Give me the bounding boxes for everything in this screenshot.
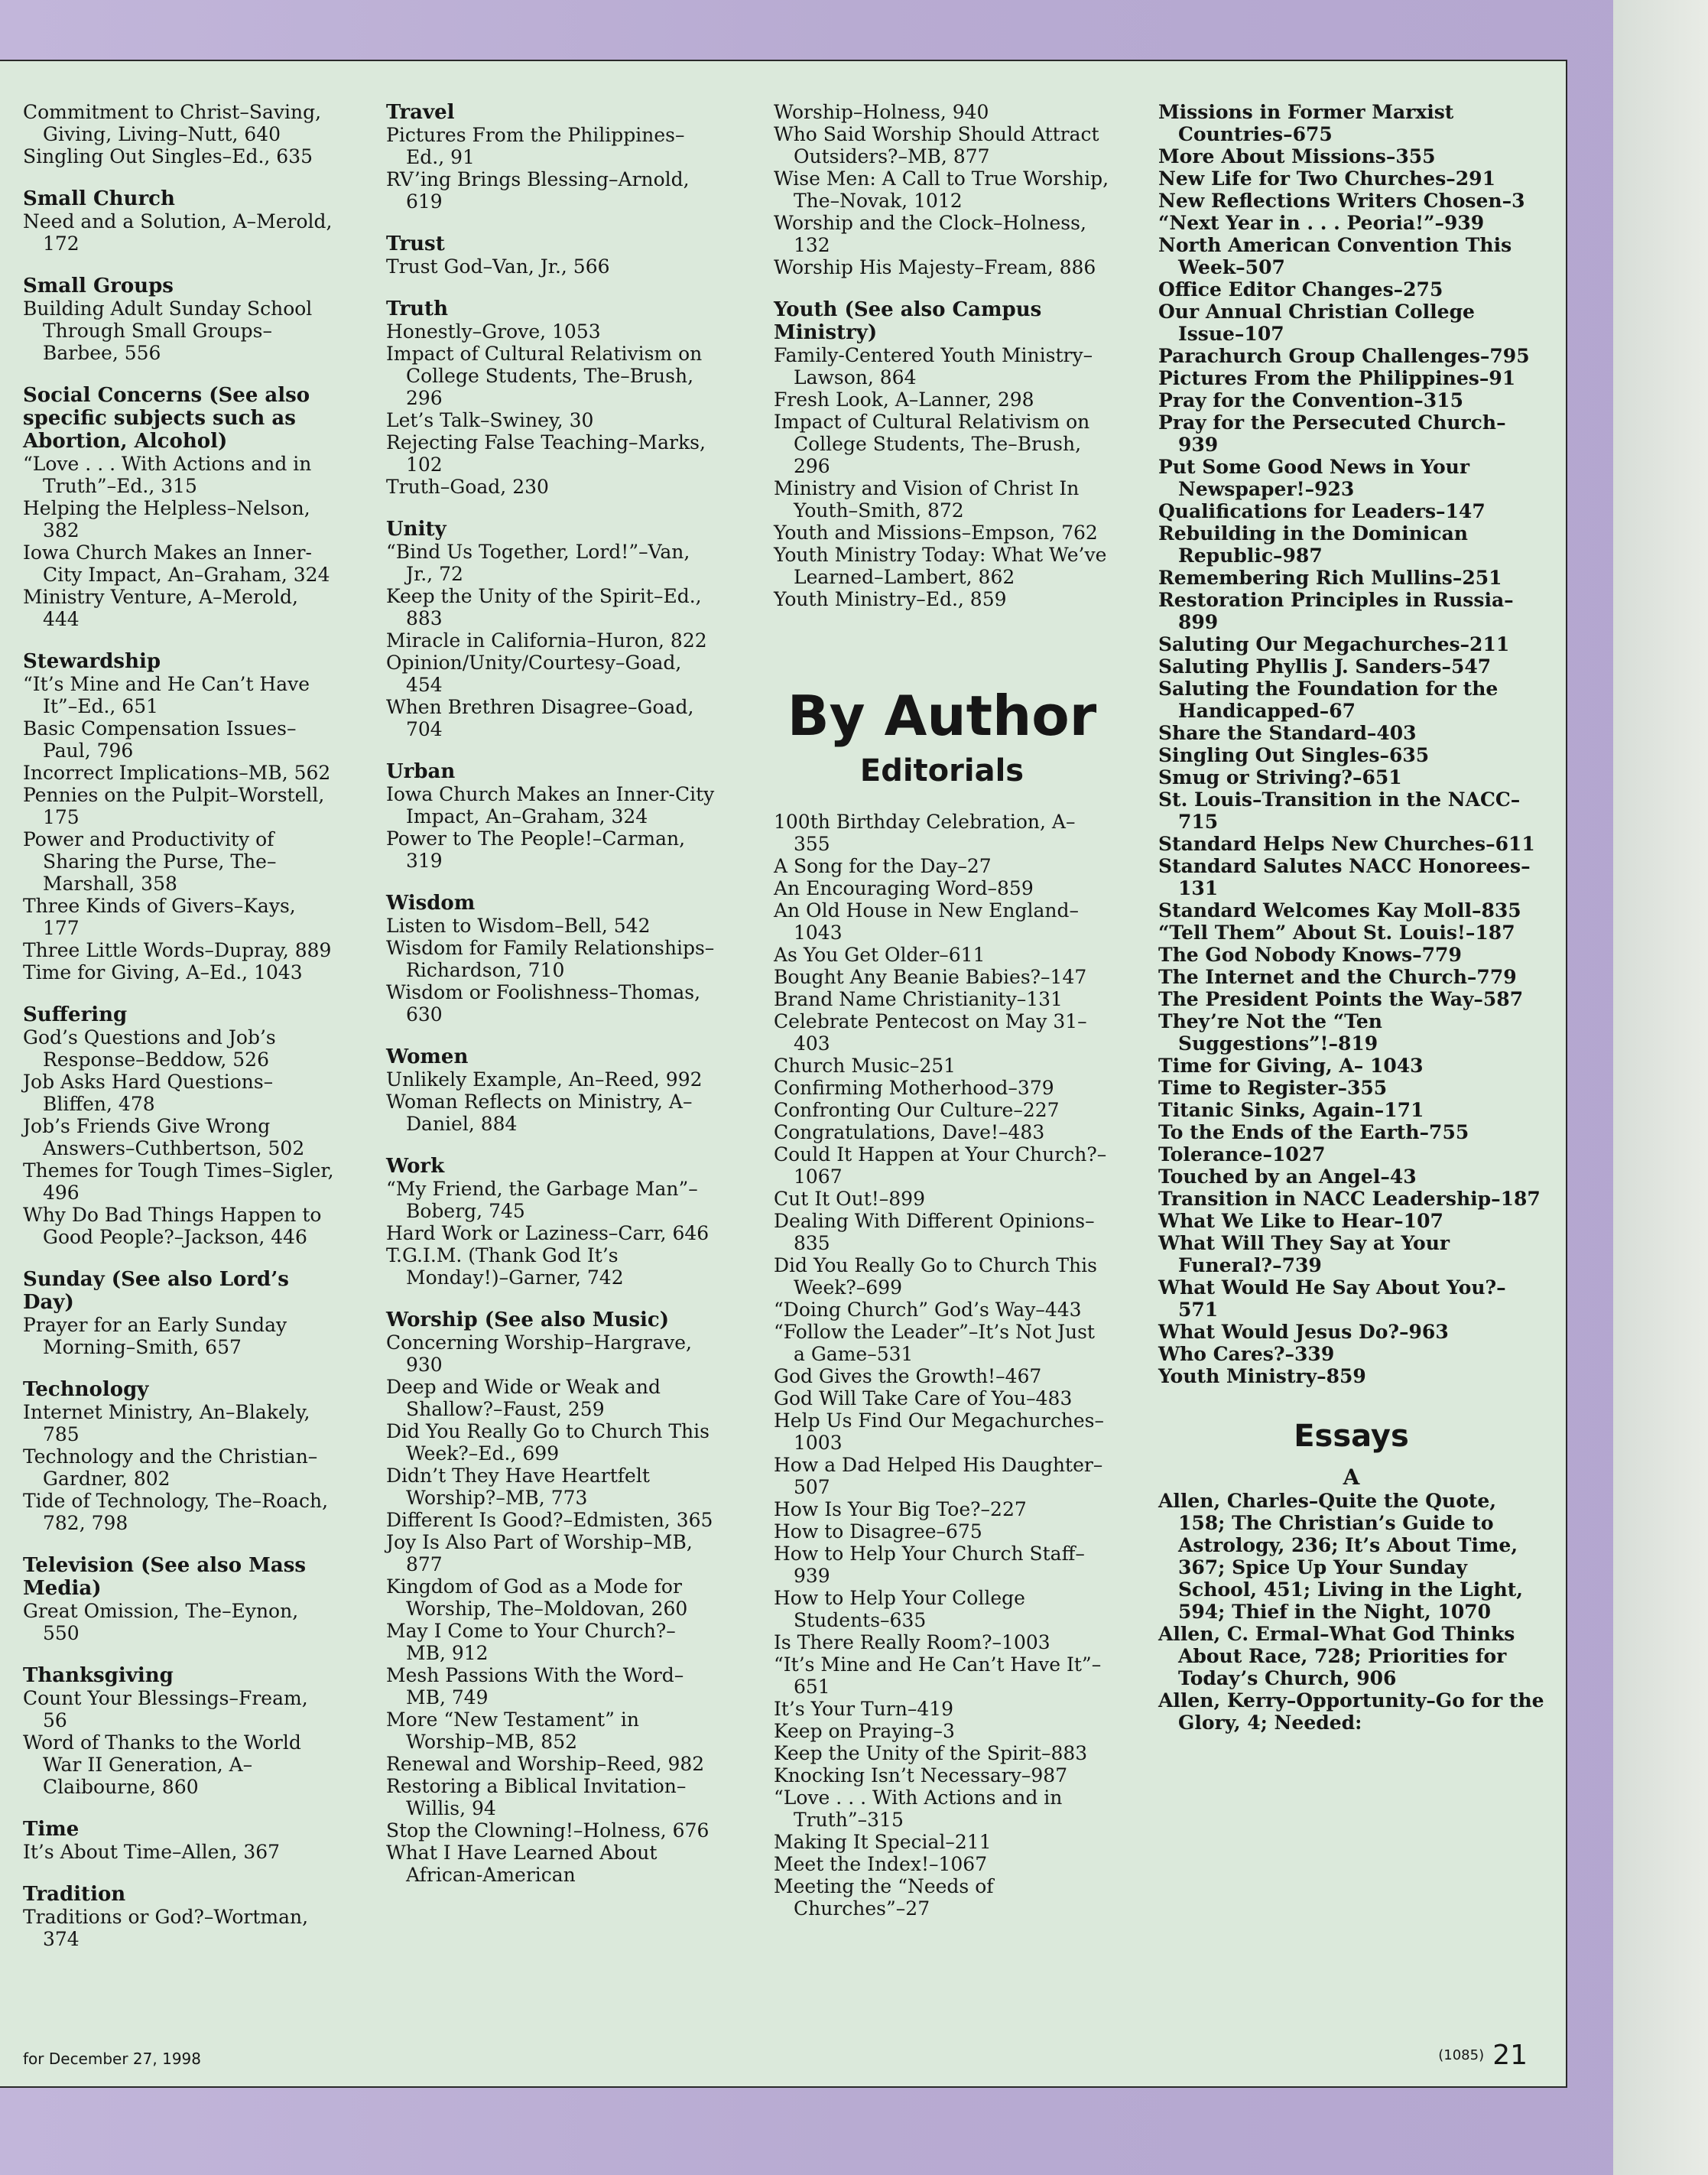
index-section <box>23 1268 336 1358</box>
editorials-list-continued <box>1158 101 1544 1387</box>
index-entry: Time for Giving, A–Ed., 1043 <box>23 961 303 983</box>
index-entry: Transition in NACC Leadership–187 <box>1158 1188 1541 1210</box>
index-entry: Need and a Solution, A–Merold, 172 <box>23 210 333 255</box>
index-section <box>386 892 715 1026</box>
index-section <box>23 384 336 630</box>
by-author-title: By Author <box>787 684 1097 748</box>
index-entry: Pictures From the Philippines–Ed., 91 <box>386 124 685 168</box>
index-section <box>23 1818 336 1863</box>
index-entry: T.G.I.M. (Thank God It’s Monday!)–Garner, 742 <box>386 1244 624 1289</box>
index-entry: How a Dad Helped His Daughter–507 <box>774 1454 1103 1498</box>
index-entry: Standard Salutes NACC Honorees–131 <box>1158 855 1531 899</box>
index-entry: Job Asks Hard Questions–Bliffen, 478 <box>23 1071 274 1115</box>
index-entry: How to Help Your College Students–635 <box>774 1587 1025 1631</box>
index-entry: “Follow the Leader”–It’s Not Just a Game–531 <box>774 1321 1095 1365</box>
index-section <box>386 518 715 740</box>
index-entry: Power to The People!–Carman, 319 <box>386 827 686 872</box>
index-entry: Saluting Phyllis J. Sanders–547 <box>1158 655 1492 678</box>
section-heading: Wisdom <box>386 892 476 915</box>
index-section <box>23 1664 336 1798</box>
index-entry: North American Convention This Week–507 <box>1158 234 1512 278</box>
section-heading: Truth <box>386 297 448 320</box>
index-entry: 100th Birthday Celebration, A–355 <box>774 811 1076 855</box>
index-section <box>386 1045 715 1135</box>
adjacent-page-edge <box>1613 0 1708 2175</box>
index-entry: Count Your Blessings–Fream, 56 <box>23 1687 308 1731</box>
section-heading: Stewardship <box>23 650 161 673</box>
index-entry: Rejecting False Teaching–Marks, 102 <box>386 431 706 476</box>
index-entry: Put Some Good News in Your Newspaper!–923 <box>1158 456 1470 500</box>
index-entry: Concerning Worship–Hargrave, 930 <box>386 1331 692 1376</box>
index-entry: Restoring a Biblical Invitation–Willis, 94 <box>386 1775 687 1819</box>
section-heading: Unity <box>386 518 446 541</box>
index-entry: Hard Work or Laziness–Carr, 646 <box>386 1222 710 1244</box>
index-entry: Tide of Technology, The–Roach, 782, 798 <box>23 1490 329 1534</box>
index-entry: Unlikely Example, An–Reed, 992 <box>386 1068 703 1091</box>
index-entry: Prayer for an Early Sunday Morning–Smith, 657 <box>23 1314 287 1358</box>
index-entry: Job’s Friends Give Wrong Answers–Cuthbertson, 502 <box>23 1115 305 1159</box>
index-entry: Congratulations, Dave!–483 <box>774 1121 1045 1143</box>
index-entry: Who Cares?–339 <box>1158 1343 1335 1365</box>
index-entry: Ministry Venture, A–Merold, 444 <box>23 586 298 630</box>
index-entry: Internet Ministry, An–Blakely, 785 <box>23 1401 310 1445</box>
index-entry: Keep on Praying–3 <box>774 1720 955 1742</box>
index-entry: Wisdom for Family Relationships–Richardson, 710 <box>386 937 715 981</box>
index-entry: New Reflections Writers Chosen–3 <box>1158 190 1525 212</box>
page-number: 21 <box>1492 2040 1528 2071</box>
index-entry: An Encouraging Word–859 <box>774 877 1034 899</box>
index-entry: The God Nobody Knows–779 <box>1158 944 1462 966</box>
index-entry: Commitment to Christ–Saving, Giving, Living–Nutt, 640 <box>23 101 322 145</box>
index-entry: Is There Really Room?–1003 <box>774 1631 1050 1653</box>
issue-date: for December 27, 1998 <box>23 2050 201 2068</box>
index-entry: Did You Really Go to Church This Week?–Ed., 699 <box>386 1420 710 1465</box>
index-section <box>386 232 715 278</box>
index-entry: Brand Name Christianity–131 <box>774 988 1063 1010</box>
index-entry: Great Omission, The–Eynon, 550 <box>23 1600 299 1644</box>
index-section <box>774 101 1110 278</box>
index-entry: Truth–Goad, 230 <box>386 476 549 498</box>
index-entry: “Love . . . With Actions and in Truth”–315 <box>774 1786 1063 1831</box>
index-entry: St. Louis–Transition in the NACC–715 <box>1158 788 1521 833</box>
index-section <box>386 760 715 872</box>
column-3 <box>774 101 1110 1920</box>
index-entry: Impact of Cultural Relativism on College Students, The–Brush, 296 <box>774 411 1090 477</box>
essays-letter-heading: A <box>1343 1465 1360 1490</box>
index-entry: Singling Out Singles–Ed., 635 <box>23 145 313 167</box>
index-entry: Honestly–Grove, 1053 <box>386 320 601 343</box>
column-3-topics <box>774 101 1110 610</box>
index-entry: As You Get Older–611 <box>774 944 986 966</box>
index-entry: Qualifications for Leaders–147 <box>1158 500 1486 522</box>
section-heading: Suffering <box>23 1003 128 1026</box>
index-entry: Church Music–251 <box>774 1055 956 1077</box>
index-entry: What I Have Learned About African-American <box>386 1842 658 1886</box>
index-section <box>386 1309 715 1886</box>
index-entry: Standard Welcomes Kay Moll–835 <box>1158 899 1521 922</box>
index-entry: Kingdom of God as a Mode for Worship, The–Moldovan, 260 <box>386 1575 688 1620</box>
index-entry: Standard Helps New Churches–611 <box>1158 833 1535 855</box>
index-entry: Ministry and Vision of Christ In Youth–Smith, 872 <box>774 477 1080 522</box>
section-heading: Trust <box>386 232 445 255</box>
index-entry: New Life for Two Churches–291 <box>1158 167 1495 190</box>
index-entry: How to Disagree–675 <box>774 1520 982 1543</box>
index-entry: “Tell Them” About St. Louis!–187 <box>1158 922 1515 944</box>
index-section <box>23 275 336 364</box>
index-entry: Pictures From the Philippines–91 <box>1158 367 1516 389</box>
index-entry: Worship His Majesty–Fream, 886 <box>774 256 1096 278</box>
section-heading: Technology <box>23 1378 149 1401</box>
section-heading: Youth (See also Campus Ministry) <box>774 298 1042 344</box>
index-entry: “It’s Mine and He Can’t Have It”–651 <box>774 1653 1102 1698</box>
section-heading: Social Concerns (See also specific subjects such as Abortion, Alcohol) <box>23 384 310 453</box>
index-entry: A Song for the Day–27 <box>774 855 992 877</box>
index-entry: Renewal and Worship–Reed, 982 <box>386 1753 705 1775</box>
index-entry: Making It Special–211 <box>774 1831 992 1853</box>
index-entry: An Old House in New England–1043 <box>774 899 1079 944</box>
index-entry: Technology and the Christian–Gardner, 802 <box>23 1445 318 1490</box>
index-entry: Impact of Cultural Relativism on College Students, The–Brush, 296 <box>386 343 703 409</box>
index-entry: Tolerance–1027 <box>1158 1143 1326 1166</box>
index-entry: Youth Ministry–859 <box>1158 1365 1366 1387</box>
index-entry: Building Adult Sunday School Through Small Groups–Barbee, 556 <box>23 297 313 364</box>
index-entry: Different Is Good?–Edmisten, 365 <box>386 1509 713 1531</box>
index-entry: “Bind Us Together, Lord!”–Van, Jr., 72 <box>386 541 690 585</box>
index-entry: Meet the Index!–1067 <box>774 1853 988 1875</box>
index-entry: Joy Is Also Part of Worship–MB, 877 <box>386 1531 693 1575</box>
column-2 <box>386 101 715 1906</box>
index-entry: Celebrate Pentecost on May 31–403 <box>774 1010 1087 1055</box>
index-entry: Dealing With Different Opinions–835 <box>774 1210 1095 1254</box>
index-entry: More About Missions–355 <box>1158 145 1436 167</box>
index-section <box>774 298 1110 610</box>
index-section <box>386 101 715 213</box>
index-entry: Woman Reflects on Ministry, A–Daniel, 884 <box>386 1091 693 1135</box>
index-entry: Did You Really Go to Church This Week?–699 <box>774 1254 1097 1299</box>
index-entry: Word of Thanks to the World War II Generation, A–Claibourne, 860 <box>23 1731 301 1798</box>
index-entry: It’s About Time–Allen, 367 <box>23 1841 281 1863</box>
index-entry: Allen, Charles–Quite the Quote, 158; The Christian’s Guide to Astrology, 236; It’s About Time, 367; Spice Up Your Sunday School, 451; Living in the Light, 594; Thief in the Night, 1070 <box>1158 1490 1523 1623</box>
index-section <box>23 1554 336 1644</box>
index-entry: May I Come to Your Church?–MB, 912 <box>386 1620 676 1664</box>
index-entry: God Gives the Growth!–467 <box>774 1365 1042 1387</box>
index-entry: Singling Out Singles–635 <box>1158 744 1430 766</box>
section-heading: Thanksgiving <box>23 1664 174 1687</box>
index-entry: Youth Ministry–Ed., 859 <box>774 588 1007 610</box>
index-entry: Opinion/Unity/Courtesy–Goad, 454 <box>386 652 682 696</box>
page-number-block <box>1438 2040 1528 2071</box>
index-entry: Keep the Unity of the Spirit–883 <box>774 1742 1088 1764</box>
index-entry: Listen to Wisdom–Bell, 542 <box>386 915 651 937</box>
index-entry: Incorrect Implications–MB, 562 <box>23 762 331 784</box>
index-entry: Keep the Unity of the Spirit–Ed., 883 <box>386 585 702 629</box>
index-entry: Parachurch Group Challenges–795 <box>1158 345 1530 367</box>
column-1 <box>23 101 336 1970</box>
index-entry: Wisdom or Foolishness–Thomas, 630 <box>386 981 701 1026</box>
index-entry: Let’s Talk–Swiney, 30 <box>386 409 594 431</box>
column-4 <box>1158 101 1544 1734</box>
section-heading: Worship (See also Music) <box>386 1309 670 1331</box>
section-heading: Small Groups <box>23 275 174 297</box>
index-entry: Office Editor Changes–275 <box>1158 278 1443 301</box>
index-entry: They’re Not the “Ten Suggestions”!–819 <box>1158 1010 1382 1055</box>
section-heading: Tradition <box>23 1883 126 1906</box>
index-entry: Deep and Wide or Weak and Shallow?–Faust, 259 <box>386 1376 661 1420</box>
index-entry: Basic Compensation Issues–Paul, 796 <box>23 717 297 762</box>
index-section <box>386 297 715 498</box>
index-entry: Saluting Our Megachurches–211 <box>1158 633 1510 655</box>
index-entry: “Next Year in . . . Peoria!”–939 <box>1158 212 1485 234</box>
index-entry: “It’s Mine and He Can’t Have It”–Ed., 651 <box>23 673 310 717</box>
index-entry: Allen, Kerry–Opportunity–Go for the Glory, 4; Needed: <box>1158 1689 1544 1734</box>
index-entry: Themes for Tough Times–Sigler, 496 <box>23 1159 334 1204</box>
index-entry: Three Little Words–Dupray, 889 <box>23 939 332 961</box>
index-entry: How to Help Your Church Staff–939 <box>774 1543 1085 1587</box>
index-section <box>23 650 336 983</box>
index-entry: To the Ends of the Earth–755 <box>1158 1121 1469 1143</box>
index-entry: Power and Productivity of Sharing the Purse, The–Marshall, 358 <box>23 828 277 895</box>
index-entry: How Is Your Big Toe?–227 <box>774 1498 1027 1520</box>
index-entry: Share the Standard–403 <box>1158 722 1417 744</box>
index-entry: Worship and the Clock–Holness, 132 <box>774 212 1086 256</box>
index-entry: Time to Register–355 <box>1158 1077 1388 1099</box>
index-entry: What We Like to Hear–107 <box>1158 1210 1443 1232</box>
cumulative-page-code: (1085) <box>1438 2047 1485 2063</box>
index-entry: Youth Ministry Today: What We’ve Learned–Lambert, 862 <box>774 544 1107 588</box>
index-entry: Missions in Former Marxist Countries–675 <box>1158 101 1454 145</box>
section-heading: Work <box>386 1155 445 1178</box>
index-entry: Family-Centered Youth Ministry–Lawson, 864 <box>774 344 1093 389</box>
section-heading: Sunday (See also Lord’s Day) <box>23 1268 289 1314</box>
index-entry: God Will Take Care of You–483 <box>774 1387 1073 1409</box>
index-entry: Iowa Church Makes an Inner-City Impact, An–Graham, 324 <box>23 541 330 586</box>
index-entry: Iowa Church Makes an Inner-City Impact, An–Graham, 324 <box>386 783 715 827</box>
index-entry: The President Points the Way–587 <box>1158 988 1524 1010</box>
section-heading: Travel <box>386 101 455 124</box>
index-entry: Bought Any Beanie Babies?–147 <box>774 966 1087 988</box>
index-entry: Wise Men: A Call to True Worship, The–Novak, 1012 <box>774 167 1109 212</box>
index-entry: Help Us Find Our Megachurches–1003 <box>774 1409 1104 1454</box>
index-entry: RV’ing Brings Blessing–Arnold, 619 <box>386 168 690 213</box>
index-entry: Miracle in California–Huron, 822 <box>386 629 707 652</box>
index-entry: What Will They Say at Your Funeral?–739 <box>1158 1232 1450 1276</box>
index-entry: Meeting the “Needs of Churches”–27 <box>774 1875 994 1920</box>
index-entry: “Love . . . With Actions and in Truth”–Ed., 315 <box>23 453 312 497</box>
index-entry: Restoration Principles in Russia–899 <box>1158 589 1514 633</box>
index-entry: The Internet and the Church–779 <box>1158 966 1517 988</box>
index-entry: Who Said Worship Should Attract Outsiders?–MB, 877 <box>774 123 1099 167</box>
index-entry: “Doing Church” God’s Way–443 <box>774 1299 1082 1321</box>
section-heading: Time <box>23 1818 80 1841</box>
index-entry: Titanic Sinks, Again–171 <box>1158 1099 1424 1121</box>
index-entry: Time for Giving, A– 1043 <box>1158 1055 1424 1077</box>
index-entry: Allen, C. Ermal–What God Thinks About Race, 728; Priorities for Today’s Church, 906 <box>1158 1623 1515 1689</box>
index-entry: Remembering Rich Mullins–251 <box>1158 567 1502 589</box>
index-entry: When Brethren Disagree–Goad, 704 <box>386 696 694 740</box>
index-section <box>386 1155 715 1289</box>
index-entry: Fresh Look, A–Lanner, 298 <box>774 389 1034 411</box>
index-entry: Rebuilding in the Dominican Republic–987 <box>1158 522 1468 567</box>
index-entry: Could It Happen at Your Church?–1067 <box>774 1143 1107 1188</box>
index-entry: Traditions or God?–Wortman, 374 <box>23 1906 309 1950</box>
index-page <box>0 60 1567 2088</box>
index-entry: It’s Your Turn–419 <box>774 1698 954 1720</box>
section-heading: Small Church <box>23 187 175 210</box>
index-section <box>23 1883 336 1950</box>
essays-title: Essays <box>1294 1419 1409 1454</box>
index-entry: Didn’t They Have Heartfelt Worship?–MB, 773 <box>386 1465 650 1509</box>
index-entry: Saluting the Foundation for the Handicapped–67 <box>1158 678 1499 722</box>
index-entry: What Would Jesus Do?–963 <box>1158 1321 1449 1343</box>
index-entry: Why Do Bad Things Happen to Good People?–Jackson, 446 <box>23 1204 322 1248</box>
editorials-list <box>774 811 1110 1920</box>
index-entry: Confronting Our Culture–227 <box>774 1099 1060 1121</box>
index-entry: “My Friend, the Garbage Man”–Boberg, 745 <box>386 1178 698 1222</box>
index-entry: God’s Questions and Job’s Response–Beddow, 526 <box>23 1026 276 1071</box>
index-entry: Cut It Out!–899 <box>774 1188 925 1210</box>
index-entry: Youth and Missions–Empson, 762 <box>774 522 1098 544</box>
essays-list <box>1158 1490 1544 1734</box>
index-entry: Three Kinds of Givers–Kays, 177 <box>23 895 296 939</box>
index-section <box>23 187 336 255</box>
index-entry: Worship–Holness, 940 <box>774 101 989 123</box>
index-entry: Smug or Striving?–651 <box>1158 766 1402 788</box>
index-entry: Helping the Helpless–Nelson, 382 <box>23 497 310 541</box>
section-heading: Urban <box>386 760 456 783</box>
index-entry: What Would He Say About You?–571 <box>1158 1276 1506 1321</box>
section-heading: Television (See also Mass Media) <box>23 1554 306 1600</box>
index-entry: Stop the Clowning!–Holness, 676 <box>386 1819 710 1842</box>
index-section <box>23 1003 336 1248</box>
index-entry: Pray for the Persecuted Church–939 <box>1158 411 1506 456</box>
index-entry: Confirming Motherhood–379 <box>774 1077 1054 1099</box>
index-section <box>23 101 336 167</box>
index-entry: Knocking Isn’t Necessary–987 <box>774 1764 1068 1786</box>
index-entry: Mesh Passions With the Word–MB, 749 <box>386 1664 684 1708</box>
index-entry: More “New Testament” in Worship–MB, 852 <box>386 1708 639 1753</box>
index-entry: Pennies on the Pulpit–Worstell, 175 <box>23 784 325 828</box>
index-entry: Pray for the Convention–315 <box>1158 389 1463 411</box>
index-entry: Touched by an Angel–43 <box>1158 1166 1417 1188</box>
editorials-title: Editorials <box>859 753 1024 788</box>
section-heading: Women <box>386 1045 469 1068</box>
index-entry: Trust God–Van, Jr., 566 <box>386 255 610 278</box>
index-entry: Our Annual Christian College Issue–107 <box>1158 301 1475 345</box>
index-section <box>23 1378 336 1534</box>
